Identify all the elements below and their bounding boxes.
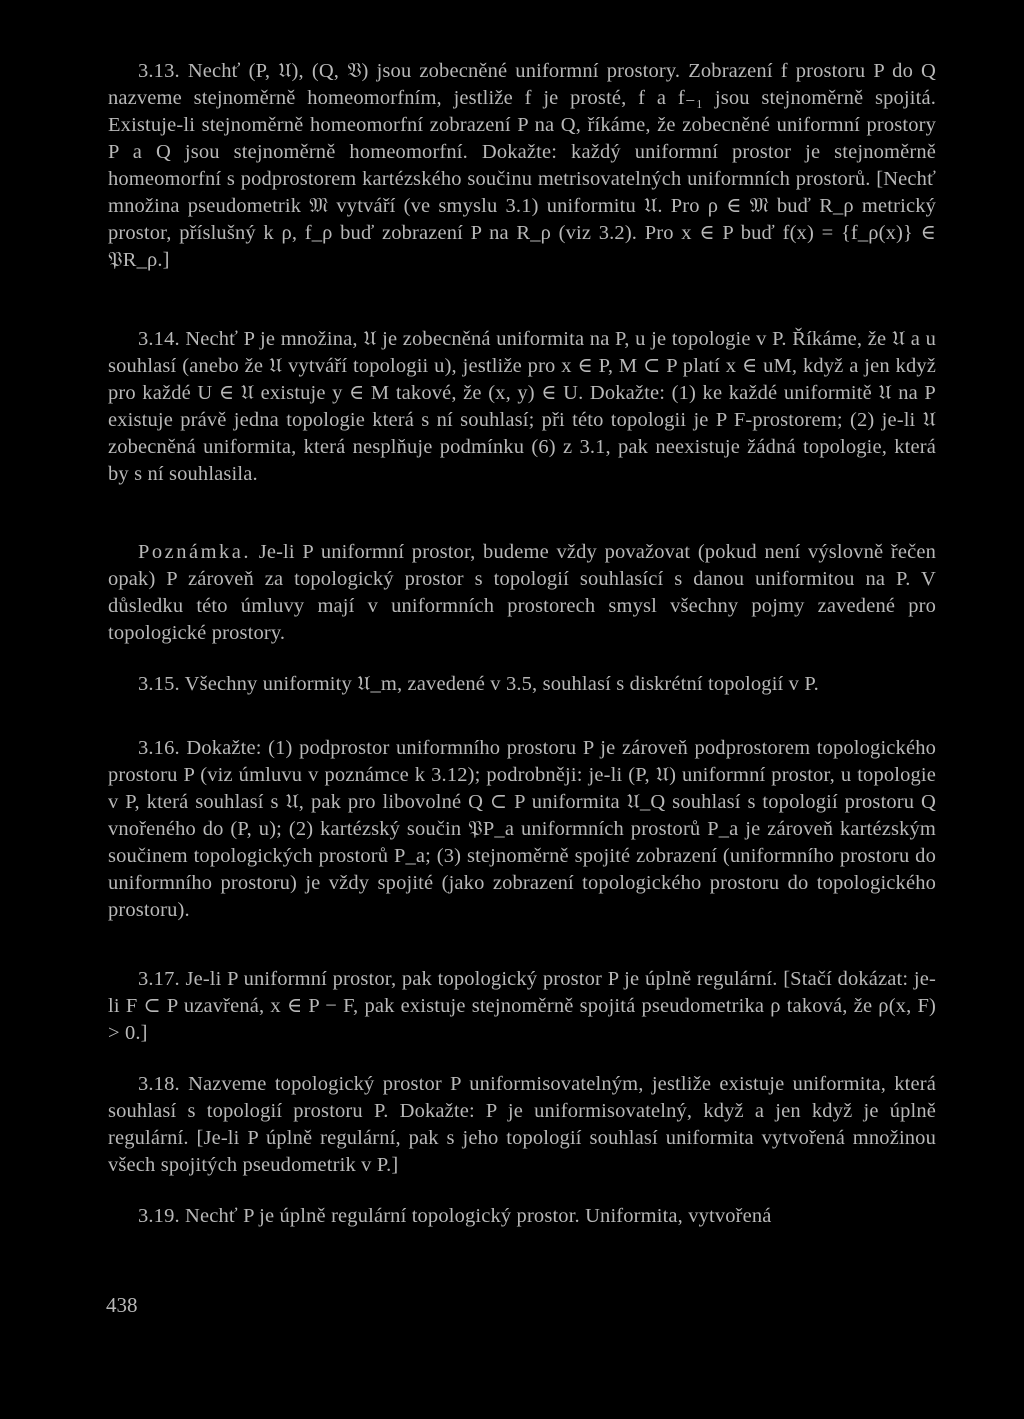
paragraph-3-17: [108, 966, 936, 1047]
remark-paragraph: [108, 539, 936, 647]
paragraph-text: Nechť (P, 𝔘), (Q, 𝔙) jsou zobecněné uniformní prostory. Zobrazení f prostoru P do Q nazveme stejnoměrně homeomorfním, jestliže f je prosté, f a f₋₁ jsou stejnoměrně spojitá. Existuje-li stejnoměrně homeomorfní zobrazení P na Q, říkáme, že zobecněné uniformní prostory P a Q jsou stejnoměrně homeomorfní. Dokažte: každý uniformní prostor je stejnoměrně homeomorfní s podprostorem kartézského součinu metrisovatelných uniformních prostorů. [Nechť množina pseudometrik 𝔐 vytváří (ve smyslu 3.1) uniformitu 𝔘. Pro ρ ∈ 𝔐 buď R_ρ metrický prostor, příslušný k ρ, f_ρ buď zobrazení P na R_ρ (viz 3.2). Pro x ∈ P buď f(x) = {f_ρ(x)} ∈ 𝔓R_ρ.]: [108, 60, 936, 271]
paragraph-number: 3.17.: [138, 968, 180, 990]
remark-label: Poznámka.: [138, 541, 252, 563]
paragraph-3-15: [108, 671, 936, 698]
paragraph-text: Nechť P je úplně regulární topologický prostor. Uniformita, vytvořená: [185, 1205, 772, 1227]
paragraph-number: 3.16.: [138, 737, 180, 759]
paragraph-number: 3.15.: [138, 673, 180, 695]
paragraph-text: Všechny uniformity 𝔘_m, zavedené v 3.5, souhlasí s diskrétní topologií v P.: [184, 673, 819, 695]
paragraph-number: 3.14.: [138, 328, 180, 350]
remark-text: Je-li P uniformní prostor, budeme vždy považovat (pokud není výslovně řečen opak) P zároveň za topologický prostor s topologií souhlasící s danou uniformitou na P. V důsledku této úmluvy mají v uniformních prostorech smysl všechny pojmy zavedené pro topologické prostory.: [108, 541, 936, 644]
paragraph-number: 3.19.: [138, 1205, 180, 1227]
paragraph-number: 3.13.: [138, 60, 180, 82]
paragraph-text: Je-li P uniformní prostor, pak topologický prostor P je úplně regulární. [Stačí dokázat: je-li F ⊂ P uzavřená, x ∈ P − F, pak existuje stejnoměrně spojitá pseudometrika ρ taková, že ρ(x, F) > 0.]: [108, 968, 936, 1044]
paragraph-text: Dokažte: (1) podprostor uniformního prostoru P je zároveň podprostorem topologického prostoru P (viz úmluvu v poznámce k 3.12); podrobněji: je-li (P, 𝔘) uniformní prostor, u topologie v P, která souhlasí s 𝔘, pak pro libovolné Q ⊂ P uniformita 𝔘_Q souhlasí s topologií prostoru Q vnořeného do (P, u); (2) kartézský součin 𝔓P_a uniformních prostorů P_a je zároveň kartézským součinem topologických prostorů P_a; (3) stejnoměrně spojité zobrazení (uniformního prostoru do uniformního prostoru) je vždy spojité (jako zobrazení topologického prostoru do topologického prostoru).: [108, 737, 936, 921]
paragraph-text: Nechť P je množina, 𝔘 je zobecněná uniformita na P, u je topologie v P. Říkáme, že 𝔘 a u souhlasí (anebo že 𝔘 vytváří topologii u), jestliže pro x ∈ P, M ⊂ P platí x ∈ uM, když a jen když pro každé U ∈ 𝔘 existuje y ∈ M takové, že (x, y) ∈ U. Dokažte: (1) ke každé uniformitě 𝔘 na P existuje právě jedna topologie která s ní souhlasí; při této topologii je P F-prostorem; (2) je-li 𝔘 zobecněná uniformita, která nesplňuje podmínku (6) z 3.1, pak neexistuje žádná topologie, která by s ní souhlasila.: [108, 328, 936, 485]
page-number: 438: [106, 1293, 138, 1317]
paragraph-3-14: [108, 326, 936, 488]
paragraph-number: 3.18.: [138, 1073, 180, 1095]
paragraph-text: Nazveme topologický prostor P uniformisovatelným, jestliže existuje uniformita, která souhlasí s topologií prostoru P. Dokažte: P je uniformisovatelný, když a jen když je úplně regulární. [Je-li P úplně regulární, pak s jeho topologií souhlasí uniformita vytvořená množinou všech spojitých pseudometrik v P.]: [108, 1073, 937, 1176]
paragraph-3-18: [108, 1071, 936, 1179]
paragraph-3-16: [108, 735, 936, 924]
paragraph-3-19: [108, 1203, 936, 1230]
paragraph-3-13: [108, 58, 936, 274]
